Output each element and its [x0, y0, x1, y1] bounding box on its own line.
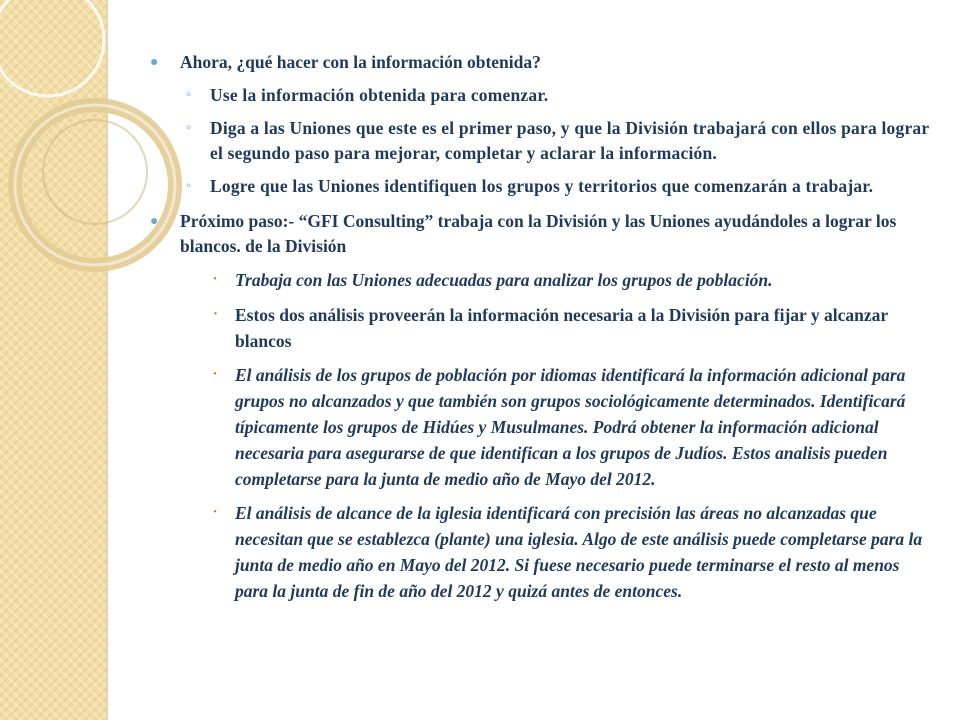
sub-bullet-text: Trabaja con las Uniones adecuadas para analizar los grupos de población.: [235, 270, 773, 290]
bullet-gfi-consulting: [150, 209, 930, 259]
sub-bullet-tell-unions: [180, 116, 930, 166]
sub-bullet-two-analyses: [205, 303, 930, 355]
dot-bullet-icon: ·: [213, 271, 217, 287]
bullet-text: Ahora, ¿qué hacer con la información obtenida?: [180, 52, 541, 72]
slide-content: [150, 50, 930, 605]
circle-bullet-icon: ◦: [186, 87, 192, 103]
dot-bullet-icon: ·: [213, 305, 219, 322]
sub-bullet-text: El análisis de los grupos de población por idiomas identificará la información adicional para grupos no alcanzados y que también son grupos sociológicamente determinados. Identificará típicamente los grupos de Hidúes y Musulmanes. Podrá obtener la información adicional necesaria para asegurarse de que identifican a los grupos de Judíos. Estos analisis pueden completarse para la junta de medio año de Mayo del 2012.: [235, 365, 906, 489]
dot-bullet-icon: ·: [213, 366, 217, 383]
bullet-dot-icon: ●: [150, 55, 159, 70]
bullet-next-steps: [150, 50, 930, 75]
sub-bullet-text: Use la información obtenida para comenzar.: [210, 85, 549, 105]
sub-bullet-language-analysis: [205, 363, 930, 492]
circle-bullet-icon: ◦: [186, 120, 192, 136]
sub-bullet-population-groups: [205, 268, 930, 294]
sub-bullet-identify-groups: [180, 174, 930, 199]
sub-bullet-use-info: [180, 83, 930, 108]
bullet-text: Próximo paso:- “GFI Consulting” trabaja con la División y las Uniones ayudándoles a lograr los blancos. de la División: [180, 211, 897, 256]
dot-bullet-icon: ·: [213, 504, 217, 521]
sub-bullet-text: Estos dos análisis proveerán la información necesaria a la División para fijar y alcanzar blancos: [235, 304, 888, 351]
bullet-dot-icon: ●: [150, 214, 159, 229]
circle-bullet-icon: ◦: [186, 178, 192, 194]
sub-bullet-church-reach-analysis: [205, 501, 930, 604]
sub-bullet-text: Diga a las Uniones que este es el primer paso, y que la División trabajará con ellos para lograr el segundo paso para mejorar, completar y aclarar la información.: [210, 118, 930, 163]
sub-bullet-text: Logre que las Uniones identifiquen los grupos y territorios que comenzarán a trabajar.: [210, 176, 874, 196]
sub-bullet-text: El análisis de alcance de la iglesia identificará con precisión las áreas no alcanzadas que necesitan que se establezca (plante) una iglesia. Algo de este análisis puede completarse para la junta de medio año en Mayo del 2012. Si fuese necesario puede terminarse el resto al menos para la junta de fin de año del 2012 y quizá antes de entonces.: [235, 503, 923, 601]
